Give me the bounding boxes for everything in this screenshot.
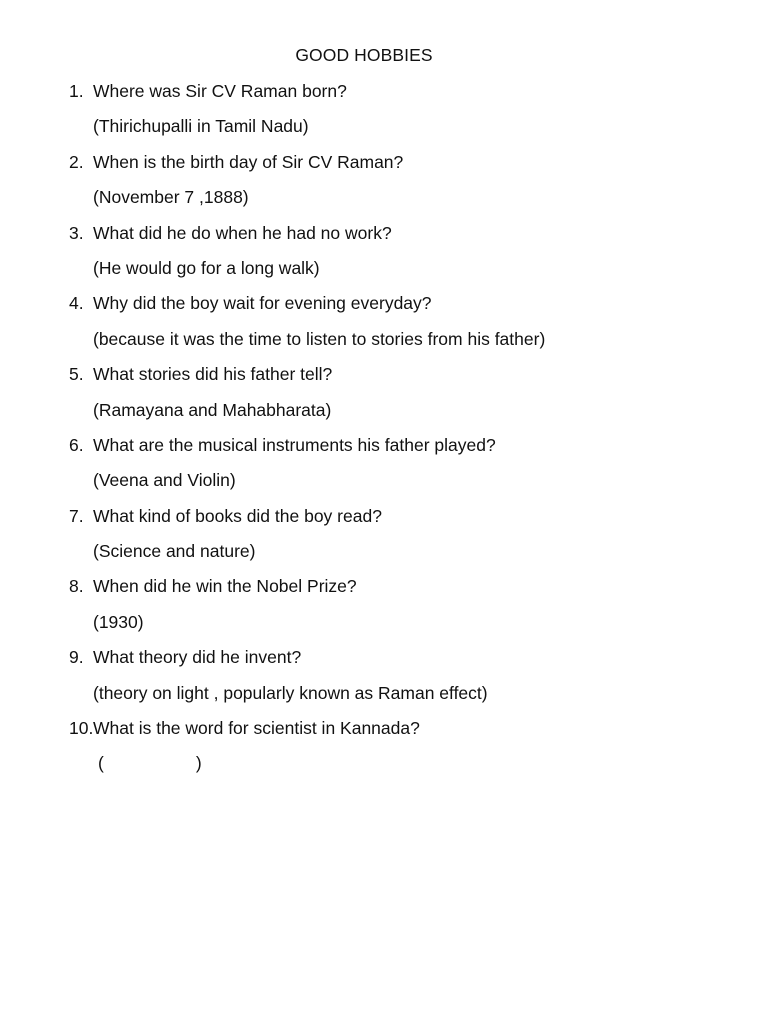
answer-text: (Ramayana and Mahabharata) [93,399,332,420]
question-item-1 [69,80,749,151]
question-text: What kind of books did the boy read? [93,505,382,526]
question-number: 5. [69,364,84,385]
question-text: What is the word for scientist in Kannada? [93,718,420,739]
question-text: When is the birth day of Sir CV Raman? [93,151,404,172]
question-row [69,717,749,752]
question-text: When did he win the Nobel Prize? [93,576,357,597]
answer-open-paren: ( [98,753,104,774]
answer-text: (Veena and Violin) [93,470,236,491]
question-number: 1. [69,81,84,101]
question-item-6 [69,434,749,505]
question-text: What theory did he invent? [93,647,302,668]
question-item-2 [69,151,749,222]
answer-text: (1930) [93,611,144,632]
question-item-5 [69,363,749,434]
question-list [69,80,749,788]
question-row [69,434,749,469]
question-row [69,646,749,681]
question-item-3 [69,222,749,293]
question-text: What are the musical instruments his father played? [93,434,496,455]
question-item-8 [69,575,749,646]
question-item-7 [69,505,749,576]
page-title: GOOD HOBBIES [295,45,433,65]
question-row [69,505,749,540]
answer-text: (Science and nature) [93,541,256,562]
question-number: 8. [69,576,84,597]
question-item-4 [69,292,749,363]
question-text: Why did the boy wait for evening everyday? [93,293,432,314]
question-row [69,363,749,398]
question-item-10 [69,717,749,788]
answer-close-paren: ) [195,753,202,774]
question-item-9 [69,646,749,717]
question-text: Where was Sir CV Raman born? [93,81,347,101]
question-text: What stories did his father tell? [93,364,333,385]
answer-text: (He would go for a long walk) [93,257,320,278]
answer-text: (because it was the time to listen to stories from his father) [93,328,546,349]
question-number: 2. [69,151,84,172]
answer-text: (theory on light , popularly known as Raman effect) [93,682,488,703]
question-row [69,151,749,186]
question-number: 6. [69,434,84,455]
question-number: 3. [69,222,84,243]
question-number: 9. [69,647,84,668]
question-text: What did he do when he had no work? [93,222,392,243]
question-row [69,575,749,610]
question-number: 7. [69,505,84,526]
question-number: 10. [69,718,94,739]
question-row [69,222,749,257]
answer-text: (November 7 ,1888) [93,187,249,208]
question-row [69,80,749,115]
question-row [69,292,749,327]
answer-text: (Thirichupalli in Tamil Nadu) [93,116,309,137]
blank-answer [69,752,749,787]
question-number: 4. [69,293,84,314]
